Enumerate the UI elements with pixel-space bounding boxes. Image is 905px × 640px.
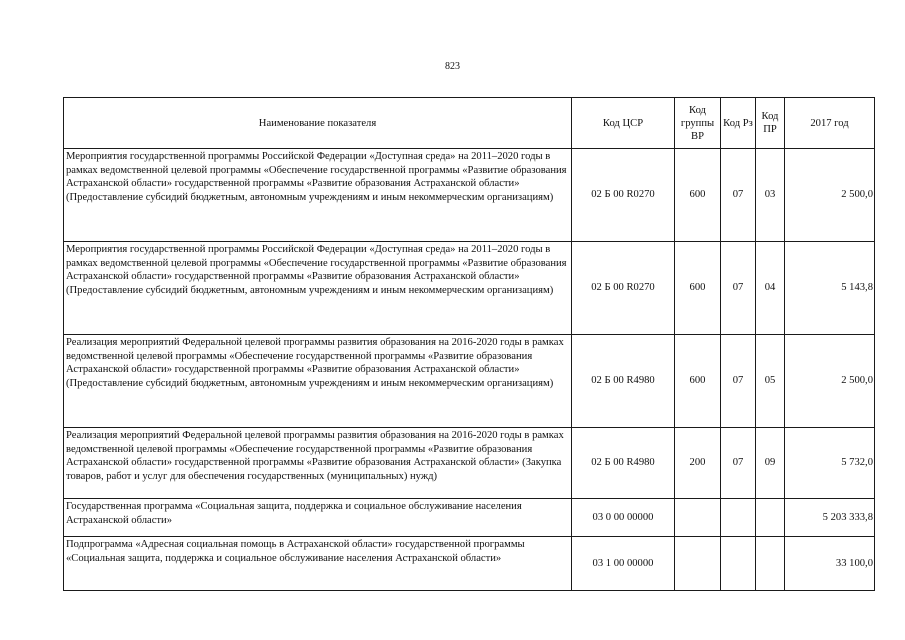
row-amount: 5 143,8: [785, 242, 875, 335]
row-vr: [675, 537, 721, 591]
row-rz: 07: [721, 242, 756, 335]
row-csr: 02 Б 00 R0270: [572, 242, 675, 335]
row-pr: 05: [756, 335, 785, 428]
table-row: [64, 335, 875, 428]
row-amount: 33 100,0: [785, 537, 875, 591]
row-amount: 5 732,0: [785, 428, 875, 499]
row-vr: 600: [675, 149, 721, 242]
header-pr: Код ПР: [756, 98, 785, 149]
row-name: Мероприятия государственной программы Российской Федерации «Доступная среда» на 2011–2020 годы в рамках ведомственной целевой программы «Обеспечение государственной программы «Развитие образования Астраханской области» государственной программы «Развитие образования Астраханской области» (Предоставление субсидий бюджетным, автономным учреждениям и иным некоммерческим организациям): [64, 242, 572, 335]
header-csr: Код ЦСР: [572, 98, 675, 149]
row-name: Мероприятия государственной программы Российской Федерации «Доступная среда» на 2011–2020 годы в рамках ведомственной целевой программы «Обеспечение государственной программы «Развитие образования Астраханской области» государственной программы «Развитие образования Астраханской области» (Предоставление субсидий бюджетным, автономным учреждениям и иным некоммерческим организациям): [64, 149, 572, 242]
row-rz: [721, 537, 756, 591]
table-row: [64, 242, 875, 335]
row-rz: [721, 499, 756, 537]
row-pr: 09: [756, 428, 785, 499]
row-amount: 2 500,0: [785, 149, 875, 242]
row-name: Реализация мероприятий Федеральной целевой программы развития образования на 2016-2020 годы в рамках ведомственной целевой программы «Обеспечение государственной программы «Развитие образования Астраханской области» государственной программы «Развитие образования Астраханской области» (Закупка товаров, работ и услуг для обеспечения государственных (муниципальных) нужд): [64, 428, 572, 499]
row-csr: 02 Б 00 R4980: [572, 335, 675, 428]
row-name: Реализация мероприятий Федеральной целевой программы развития образования на 2016-2020 годы в рамках ведомственной целевой программы «Обеспечение государственной программы «Развитие образования Астраханской области» государственной программы «Развитие образования Астраханской области» (Предоставление субсидий бюджетным, автономным учреждениям и иным некоммерческим организациям): [64, 335, 572, 428]
row-vr: 200: [675, 428, 721, 499]
header-year: 2017 год: [785, 98, 875, 149]
row-rz: 07: [721, 335, 756, 428]
page-number: 823: [445, 61, 460, 72]
row-vr: [675, 499, 721, 537]
row-pr: [756, 537, 785, 591]
table-header-row: [64, 98, 875, 149]
row-vr: 600: [675, 335, 721, 428]
row-rz: 07: [721, 149, 756, 242]
header-name: Наименование показателя: [64, 98, 572, 149]
table-row: [64, 149, 875, 242]
row-pr: [756, 499, 785, 537]
row-csr: 03 1 00 00000: [572, 537, 675, 591]
row-pr: 04: [756, 242, 785, 335]
row-csr: 03 0 00 00000: [572, 499, 675, 537]
table-row: [64, 537, 875, 591]
row-amount: 2 500,0: [785, 335, 875, 428]
table-row: [64, 499, 875, 537]
row-csr: 02 Б 00 R0270: [572, 149, 675, 242]
row-name: Государственная программа «Социальная защита, поддержка и социальное обслуживание населения Астраханской области»: [64, 499, 572, 537]
row-pr: 03: [756, 149, 785, 242]
row-name: Подпрограмма «Адресная социальная помощь в Астраханской области» государственной программы «Социальная защита, поддержка и социальное обслуживание населения Астраханской области»: [64, 537, 572, 591]
header-vr: Код группы ВР: [675, 98, 721, 149]
header-rz: Код Рз: [721, 98, 756, 149]
row-amount: 5 203 333,8: [785, 499, 875, 537]
table-row: [64, 428, 875, 499]
row-csr: 02 Б 00 R4980: [572, 428, 675, 499]
row-rz: 07: [721, 428, 756, 499]
row-vr: 600: [675, 242, 721, 335]
budget-table: [63, 97, 875, 591]
